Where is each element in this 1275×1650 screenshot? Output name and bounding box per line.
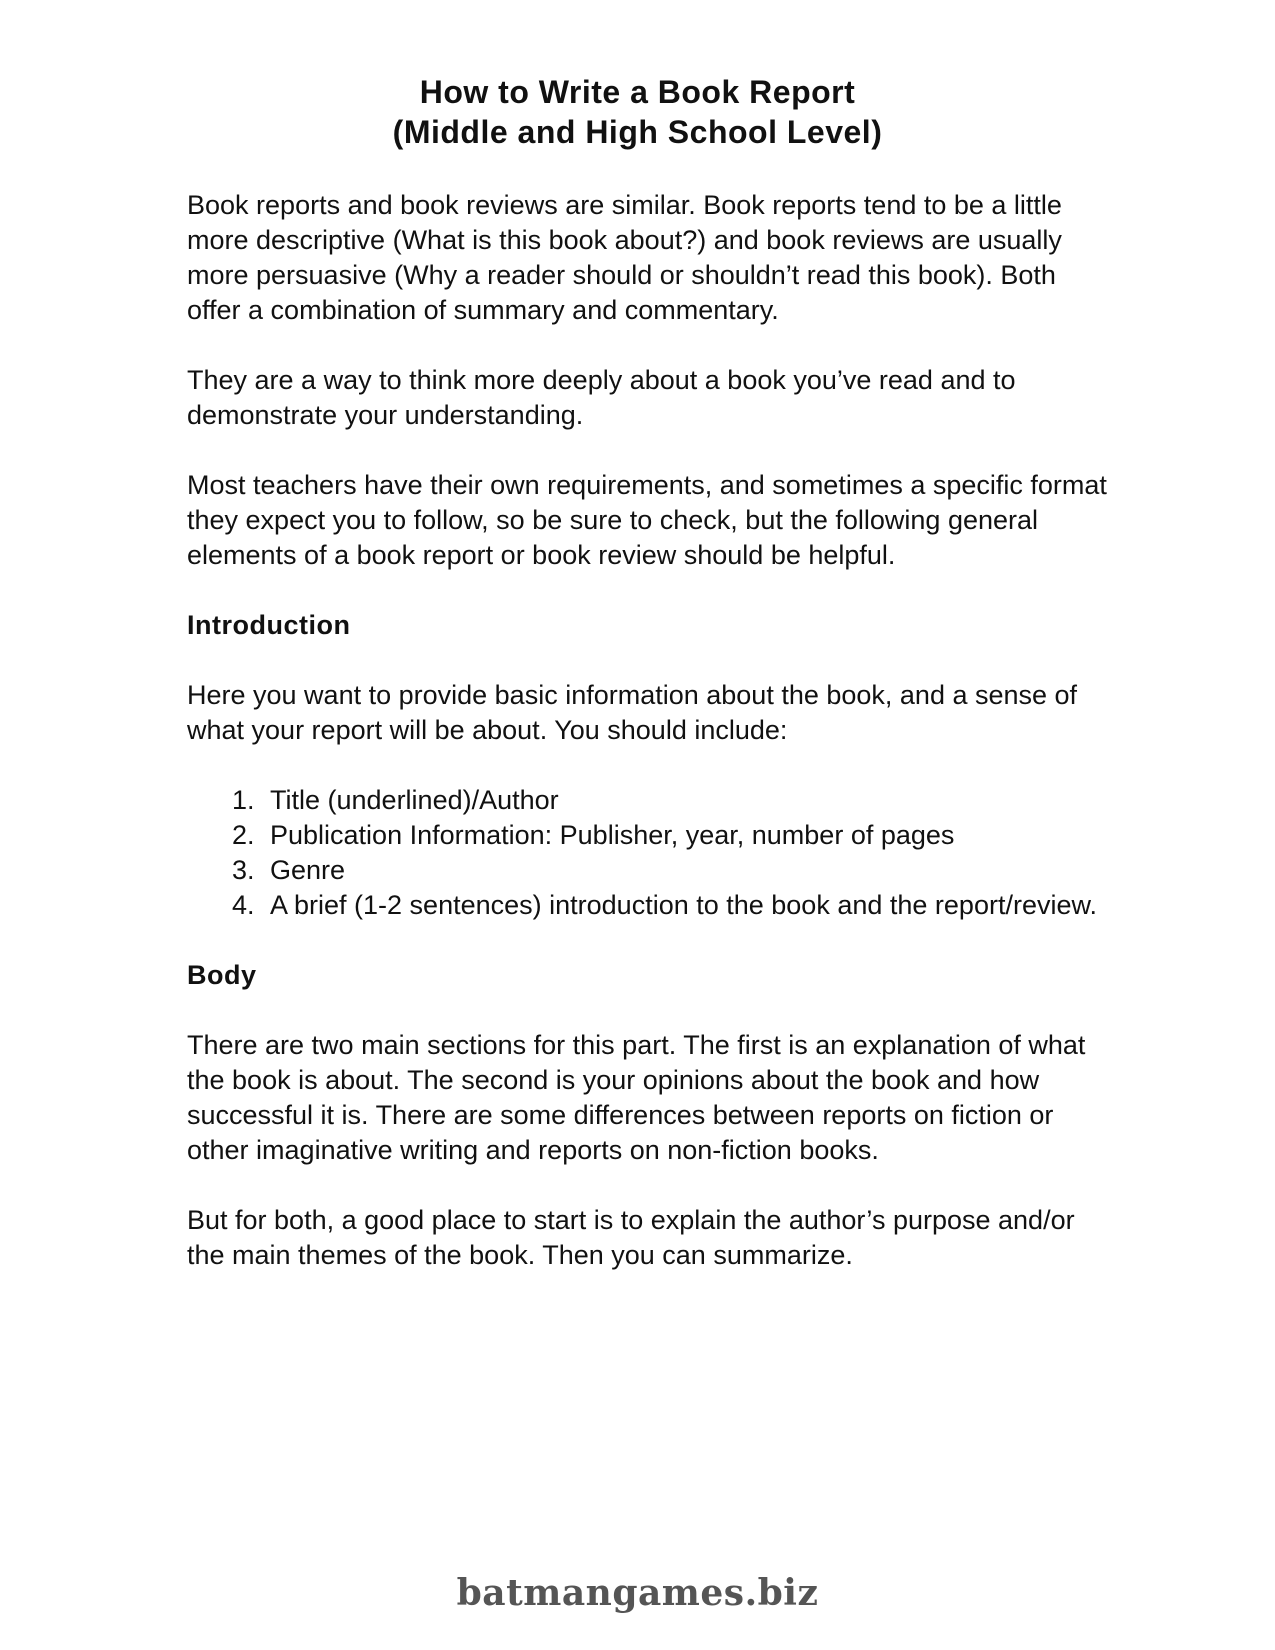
- introduction-list: [187, 783, 1107, 923]
- intro-paragraph-2: They are a way to think more deeply about a book you’ve read and to demonstrate your understanding.: [187, 365, 1016, 430]
- list-item: 3. Genre: [262, 853, 1107, 888]
- intro-paragraph-3: Most teachers have their own requirements, and sometimes a specific format they expect you to follow, so be sure to check, but the following general elements of a book report or book review should be helpful.: [187, 470, 1107, 570]
- intro-paragraph-1: Book reports and book reviews are similar. Book reports tend to be a little more descriptive (What is this book about?) and book reviews are usually more persuasive (Why a reader should or shouldn’t read this book). Both offer a combination of summary and commentary.: [187, 190, 1062, 325]
- document-content: [187, 188, 1107, 1308]
- document-title: [0, 72, 1275, 152]
- list-item: 2. Publication Information: Publisher, year, number of pages: [262, 818, 1107, 853]
- introduction-text: Here you want to provide basic information about the book, and a sense of what your report will be about. You should include:: [187, 680, 1078, 745]
- watermark: batmangames.biz: [456, 1572, 819, 1614]
- body-paragraph-2: But for both, a good place to start is to explain the author’s purpose and/or the main themes of the book. Then you can summarize.: [187, 1205, 1075, 1270]
- list-item: 1. Title (underlined)/Author: [262, 783, 1107, 818]
- list-item: 4. A brief (1-2 sentences) introduction to the book and the report/review.: [262, 888, 1107, 923]
- title-line-2: (Middle and High School Level): [392, 114, 883, 150]
- body-paragraph-1: There are two main sections for this part. The first is an explanation of what the book is about. The second is your opinions about the book and how successful it is. There are some differences between reports on fiction or other imaginative writing and reports on non-fiction books.: [187, 1030, 1086, 1165]
- introduction-heading: Introduction: [187, 610, 351, 640]
- body-heading: Body: [187, 960, 257, 990]
- title-line-1: How to Write a Book Report: [419, 74, 856, 110]
